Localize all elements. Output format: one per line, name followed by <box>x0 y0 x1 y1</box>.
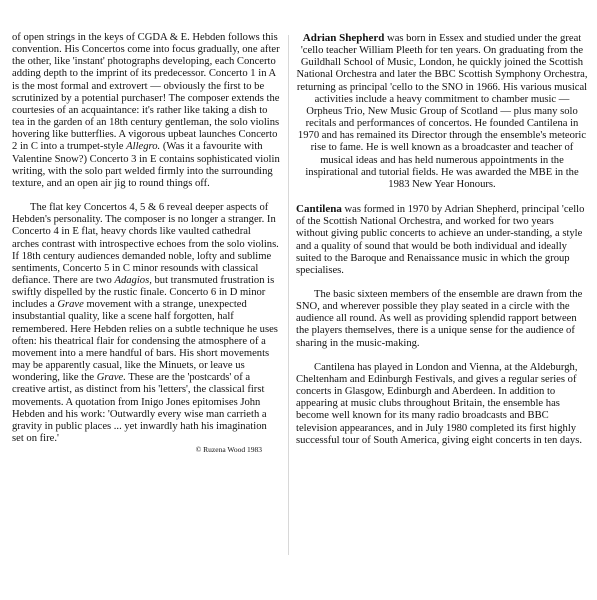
flat-key-text-c: movement with a strange, unexpected insubstantial quality, like a scene half forgotten, half remembered. Here Hebden relies on a subtle technique he uses often: his theatrical flair for condensing the atmosphere of a movement into a mere handful of bars. His short movements may be apparently casual, like the Minuets, or leave us wondering, like the <box>12 299 278 384</box>
concerts-paragraph: Cantilena has played in London and Vienna, at the Aldeburgh, Cheltenham and Edinburgh Festivals, and gives a regular series of concerts in Glasgow, Edinburgh and Aberdeen. In addition to appearing at music clubs throughout Britain, the ensemble has become well known for its many radio broadcasts and BBC television appearances, and in July 1980 completed its first highly successful tour of South America, giving eight concerts in ten days. <box>296 361 582 446</box>
grave-term-2: Grave. <box>96 372 126 384</box>
flat-key-concertos-paragraph <box>12 202 280 445</box>
allegro-term: Allegro. <box>126 141 161 153</box>
cantilena-name: Cantilena <box>296 203 342 216</box>
members-paragraph: The basic sixteen members of the ensemble are drawn from the SNO, and wherever possible they play seated in a circle with the audience all round. As well as providing splendid rapport between the players themselves, there is a unique sense for the audience of sharing in the music-making. <box>296 288 583 349</box>
shepherd-bio-paragraph <box>296 32 588 191</box>
right-column <box>296 32 588 447</box>
cantilena-intro-text: was formed in 1970 by Adrian Shepherd, principal 'cello of the Scottish National Orchestra, and worked for two years without giving public concerts to achieve an under-standing, a style and a quality of sound that would be both individual and ideally suited to the Baroque and Renaissance music in which the group specialises. <box>296 204 585 276</box>
left-column <box>12 32 280 454</box>
flat-key-text-d: These are the 'postcards' of a creative artist, as distinct from his 'letters', the classical first movements. A quotation from Inigo Jones epitomises John Hebden and his work: 'Outwardly every wise man carrieth a gravity in public places ... yet inwardly hath his imagination set on fire.' <box>12 372 267 444</box>
shepherd-bio-text: was born in Essex and studied under the great 'cello teacher William Pleeth for ten years. On graduating from the Guildhall School of Music, London, he quickly joined the Scottish National Orchestra and later the BBC Scottish Symphony Orchestra, returning as principal 'cello to the SNO in 1966. His various musical activities include a heavy commitment to chamber music — Orpheus Trio, New Music Group of Scotland — plus many solo recitals and performances of concertos. He founded Cantilena in 1970 and has remained its Director through the ensemble's meteoric rise to fame. He is well known as a broadcaster and teacher of musical ideas and has held numerous appointments in the inspirational and tutorial fields. He was awarded the MBE in the 1983 New Year Honours. <box>296 33 588 190</box>
flat-key-text-b: but transmuted frustration is swiftly dispelled by the rustic finale. Concerto 6 in D minor includes a <box>12 274 275 311</box>
cantilena-intro-paragraph <box>296 203 588 277</box>
flat-key-text-a: The flat key Concertos 4, 5 & 6 reveal deeper aspects of Hebden's personality. The composer is no longer a stranger. In Concerto 4 in E flat, heavy chords like vaulted cathedral arches contrast with introspective echoes from the solo violins. If 18th century audiences demanded noble, lofty and sublime sentiments, Concerto 5 in C minor resounds with classical defiance. There are two <box>12 202 279 286</box>
shepherd-name: Adrian Shepherd <box>302 32 385 44</box>
column-divider <box>288 35 289 555</box>
adagios-term: Adagios, <box>114 274 152 286</box>
concertos-intro-end: (Was it a favourite with Valentine Snow?) Concerto 3 in E contains sophisticated violin writing, with the solo part welded firmly into the surrounding texture, and an open air jig to round things off. <box>12 141 280 189</box>
concertos-intro-paragraph <box>12 32 280 190</box>
concertos-intro-text: of open strings in the keys of CGDA & E. Hebden follows this convention. His Concertos come into focus gradually, one after the other, like 'instant' photographs developing, each Concerto adding depth to the imprint of its predecessor. Concerto 1 in A is the most formal and extrovert — obviously the first to be scrutinized by a potential purchaser! The composer extends the courtesies of an acquaintance: it's rather like taking a dish to tea in the garden of an 18th century gentleman, the solo violins hovering like butterflies. A vigorous upbeat launches Concerto 2 in C into a trumpet-style <box>12 32 280 153</box>
grave-term-1: Grave <box>57 299 84 311</box>
copyright-notice: © Ruzena Wood 1983 <box>195 445 262 455</box>
